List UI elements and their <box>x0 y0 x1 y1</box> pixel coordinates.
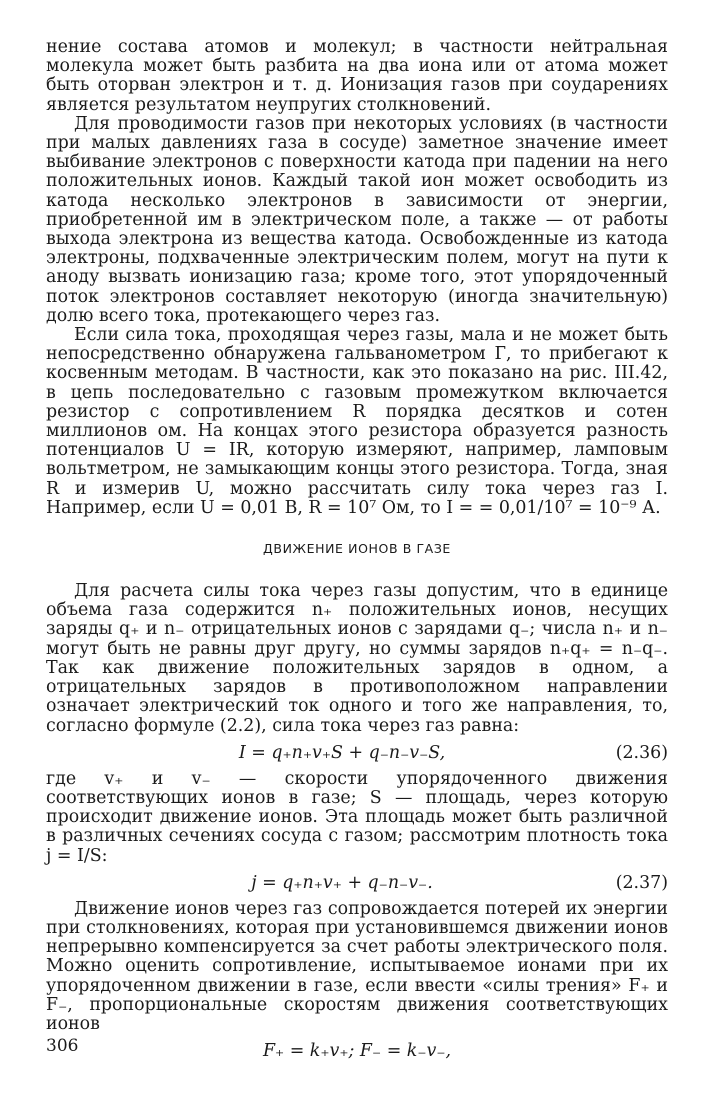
formula-friction <box>46 1040 668 1062</box>
paragraph-friction-forces: Движение ионов через газ сопровождается потерей их энергии при столкновениях, которая при установившемся движении ионов непрерывно компенсируется за счет работы электрического поля. Можно оценить сопротивление, испытываемое ионами при их упорядоченном движении в газе, если ввести «силы трения» F₊ и F₋, пропорциональные скоростям движения соответствующих ионов <box>46 898 668 1034</box>
paragraph-velocities: где v₊ и v₋ — скорости упорядоченного движения соответствующих ионов в газе; S — площадь, через которую происходит движение ионов. Эта площадь может быть различной в различных сечениях сосуда с газом; рассмотрим плотность тока j = I/S: <box>46 768 668 866</box>
formula-2-36 <box>46 742 668 764</box>
formula-2-36-expression: I = q₊n₊v₊S + q₋n₋v₋S, <box>238 742 446 763</box>
paragraph-current-calculation: Для расчета силы тока через газы допустим, что в единице объема газа содержится n₊ положительных ионов, несущих заряды q₊ и n₋ отрицательных ионов с зарядами q₋; числа n₊ и n₋ могут быть не равны друг другу, но суммы зарядов n₊q₊ = n₋q₋. Так как движение положительных зарядов в одном, а отрицательных зарядов в противоположном направлении означает электрический ток одного и того же направления, то, согласно формуле (2.2), сила тока через газ равна: <box>46 581 668 736</box>
formula-2-37-number: (2.37) <box>615 872 668 893</box>
formula-2-37-expression: j = q₊n₊v₊ + q₋n₋v₋. <box>251 872 433 893</box>
formula-friction-expression: F₊ = k₊v₊; F₋ = k₋v₋, <box>262 1041 452 1062</box>
page-text-body <box>46 38 668 1068</box>
paragraph-indirect-measurement: Если сила тока, проходящая через газы, мала и не может быть непосредственно обнаружена гальванометром Г, то прибегают к косвенным методам. В частности, как это показано на рис. III.42, в цепь последовательно с газовым промежутком включается резистор с сопротивлением R порядка десятков и сотен миллионов ом. На концах этого резистора образуется разность потенциалов U = IR, которую измеряют, например, ламповым вольтметром, не замыкающим концы этого резистора. Тогда, зная R и измерив U, можно рассчитать силу тока через газ I. Например, если U = 0,01 В, R = 10⁷ Ом, то I = = 0,01/10⁷ = 10⁻⁹ А. <box>46 325 668 518</box>
formula-2-36-number: (2.36) <box>615 742 668 763</box>
page-number: 306 <box>46 1036 79 1056</box>
section-heading: ДВИЖЕНИЕ ИОНОВ В ГАЗЕ <box>263 541 451 557</box>
paragraph-cathode-emission: Для проводимости газов при некоторых условиях (в частности при малых давлениях газа в сосуде) заметное значение имеет выбивание электронов с поверхности катода при падении на него положительных ионов. Каждый такой ион может освободить из катода несколько электронов в зависимости от энергии, приобретенной им в электрическом поле, а также — от работы выхода электрона из вещества катода. Освобожденные из катода электроны, подхваченные электрическим полем, могут на пути к аноду вызвать ионизацию газа; кроме того, этот упорядоченный поток электронов составляет некоторую (иногда значительную) долю всего тока, протекающего через газ. <box>46 113 668 326</box>
paragraph-ionization-collisions: нение состава атомов и молекул; в частности нейтральная молекула может быть разбита на два иона или от атома может быть оторван электрон и т. д. Ионизация газов при соударениях является результатом неупругих столкновений. <box>46 37 668 115</box>
formula-2-37 <box>46 872 668 894</box>
